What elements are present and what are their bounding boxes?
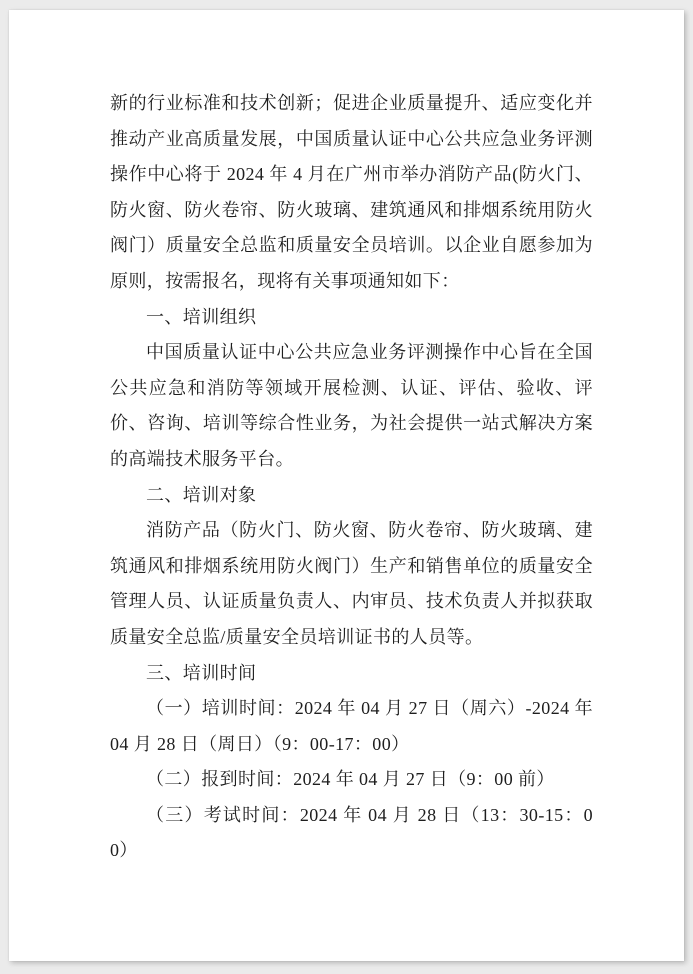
document-page	[9, 10, 684, 961]
intro-paragraph: 新的行业标准和技术创新；促进企业质量提升、适应变化并推动产业高质量发展，中国质量认证中心公共应急业务评测操作中心将于 2024 年 4 月在广州市举办消防产品(防火门、防火窗、防火卷帘、防火玻璃、建筑通风和排烟系统用防火阀门）质量安全总监和质量安全员培训。以企业自愿参加为原则，按需报名，现将有关事项通知如下：	[110, 93, 593, 291]
section-2-heading: 二、培训对象	[146, 484, 257, 505]
document-body	[110, 86, 593, 869]
section-3-heading: 三、培训时间	[146, 662, 257, 683]
section-1-body: 中国质量认证中心公共应急业务评测操作中心旨在全国公共应急和消防等领域开展检测、认证、评估、验收、评价、咨询、培训等综合性业务，为社会提供一站式解决方案的高端技术服务平台。	[110, 342, 593, 469]
section-2-body: 消防产品（防火门、防火窗、防火卷帘、防火玻璃、建筑通风和排烟系统用防火阀门）生产和销售单位的质量安全管理人员、认证质量负责人、内审员、技术负责人并拟获取质量安全总监/质量安全员培训证书的人员等。	[110, 520, 593, 647]
section-1-heading: 一、培训组织	[146, 306, 257, 327]
training-time-item: （一）培训时间：2024 年 04 月 27 日（周六）-2024 年 04 月 28 日（周日）（9：00-17：00）	[110, 698, 593, 754]
exam-time-item: （三）考试时间：2024 年 04 月 28 日（13：30-15：00）	[110, 804, 593, 861]
checkin-time-item: （二）报到时间：2024 年 04 月 27 日（9：00 前）	[146, 769, 555, 790]
